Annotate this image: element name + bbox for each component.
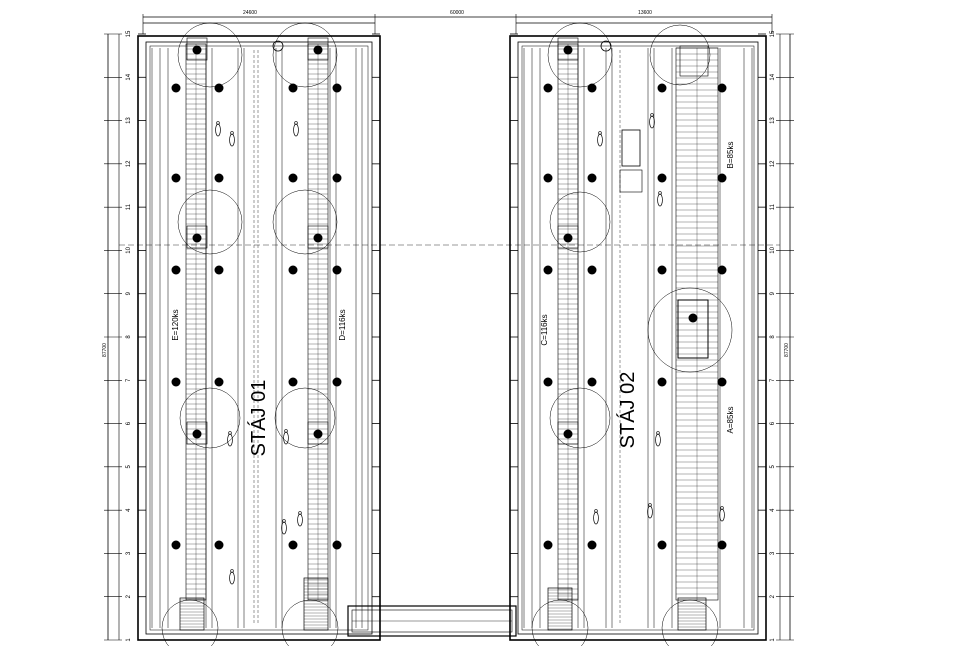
left-width-dimension: 24600 [243,10,257,16]
structural-column-dot [215,378,224,387]
axis-number-right: 11 [770,204,776,211]
section-label-a: A=85ks [726,406,735,434]
structural-column-dot [289,174,298,183]
cow-figure-icon [648,506,653,518]
axis-tick-marks [104,34,794,640]
axis-number-right: 8 [770,335,776,339]
axis-number-left: 4 [126,508,133,512]
cow-figure-icon [216,124,221,136]
structural-column-dot [172,174,181,183]
axis-number-right: 9 [770,292,776,296]
cow-figure-icon [594,512,599,524]
axis-number-left: 7 [126,378,132,382]
structural-column-dot [718,266,727,275]
cow-figure-icon [598,134,603,146]
door-swing-arc [178,190,242,254]
axis-number-left: 3 [126,551,132,556]
door-swing-arc [662,600,718,646]
structural-column-dot [564,234,573,243]
axis-number-left: 1 [126,638,132,642]
axis-number-right: 14 [770,73,776,81]
structural-column-dot [289,541,298,550]
structural-column-dot [718,174,727,183]
section-label-c: C=116ks [540,314,549,346]
top-dimension-lines [143,10,772,34]
barn-01-title: STÁJ 01 [248,379,270,457]
structural-column-dot [689,314,698,323]
cow-figure-icon [230,134,235,146]
axis-number-right: 5 [770,465,776,469]
structural-column-dot [333,266,342,275]
structural-column-dot [289,266,298,275]
barn-02-title: STÁJ 02 [617,371,639,449]
cow-figure-icon [650,116,655,128]
section-label-e: E=120ks [171,309,180,341]
structural-column-dot [564,46,573,55]
axis-number-left: 2 [126,595,132,599]
entry-block [680,46,708,76]
right-height-dimension: 87700 [784,343,790,357]
door-swing-arc [548,23,612,87]
axis-numbers-left [126,30,132,642]
axis-number-right: 3 [770,551,776,556]
cow-figure-icon [230,572,235,584]
structural-column-dot [658,84,667,93]
cow-figure-icon [228,434,233,446]
structural-column-dot [718,84,727,93]
structural-column-dot [172,378,181,387]
axis-number-left: 11 [126,204,132,211]
structural-column-dot [588,541,597,550]
axis-number-left: 9 [126,292,132,296]
axis-number-left: 10 [126,247,132,254]
axis-number-right: 4 [770,508,776,512]
axis-numbers-right [770,30,776,642]
axis-number-left: 13 [126,117,132,124]
structural-column-dot [658,541,667,550]
door-swing-arc [550,192,610,252]
door-swing-arc [273,23,337,87]
axis-number-right: 12 [770,160,776,168]
structural-column-dot [193,430,202,439]
structural-column-dot [215,541,224,550]
door-swing-arc [178,23,242,87]
structural-column-dot [172,541,181,550]
structural-column-dot [314,46,323,55]
structural-column-dot [658,174,667,183]
structural-column-dot [314,234,323,243]
axis-number-left: 6 [126,421,132,426]
structural-column-dot [544,174,553,183]
structural-column-dot [658,266,667,275]
structural-column-dot [193,234,202,243]
left-height-dimension: 87700 [102,343,108,357]
axis-number-left: 12 [126,160,132,168]
cow-figure-icon [656,434,661,446]
door-swing-arc [273,190,337,254]
structural-column-dot [193,46,202,55]
structural-column-dot [544,378,553,387]
structural-column-dot [333,84,342,93]
axis-number-right: 1 [770,638,776,642]
axis-number-left: 15 [126,30,132,38]
cow-figure-icon [658,194,663,206]
structural-column-dot [172,84,181,93]
structural-column-dot [544,541,553,550]
structural-column-dot [314,430,323,439]
structural-column-dot [588,174,597,183]
equipment-unit [622,130,640,166]
connecting-corridor [348,606,516,636]
structural-column-dot [544,84,553,93]
structural-column-dot [333,174,342,183]
cow-figure-icon [298,514,303,526]
structural-column-dot [544,266,553,275]
structural-column-dot [588,266,597,275]
structural-column-dot [718,541,727,550]
section-label-b: B=85ks [726,141,735,169]
overall-width-dimension: 60000 [450,10,464,16]
structural-column-dot [215,174,224,183]
axis-number-right: 7 [770,378,776,382]
cow-figure-icon [284,432,289,444]
door-swing-arc [162,600,218,646]
stair-block [548,588,572,630]
axis-number-right: 2 [770,595,776,599]
cow-figure-icon [720,509,725,521]
axis-number-left: 5 [126,465,132,469]
cow-figure-icon [282,522,287,534]
right-width-dimension: 13600 [638,10,652,16]
axis-number-right: 15 [770,30,776,38]
structural-column-dot [718,378,727,387]
axis-number-right: 10 [770,247,776,254]
equipment-unit [620,170,642,192]
structural-column-dot [172,266,181,275]
structural-column-dot [215,266,224,275]
structural-column-dot [588,378,597,387]
axis-number-right: 6 [770,421,776,426]
structural-column-dot [333,541,342,550]
axis-number-left: 14 [126,73,132,81]
section-label-d: D=116ks [338,309,347,341]
structural-column-dot [564,430,573,439]
barn-internals [152,23,752,646]
axis-number-right: 13 [770,117,776,124]
stair-block [180,598,204,630]
cow-figure-icon [294,124,299,136]
structural-column-dot [333,378,342,387]
axis-number-left: 8 [126,335,132,339]
structural-column-dot [658,378,667,387]
structural-column-dot [289,378,298,387]
treatment-box [678,300,708,358]
